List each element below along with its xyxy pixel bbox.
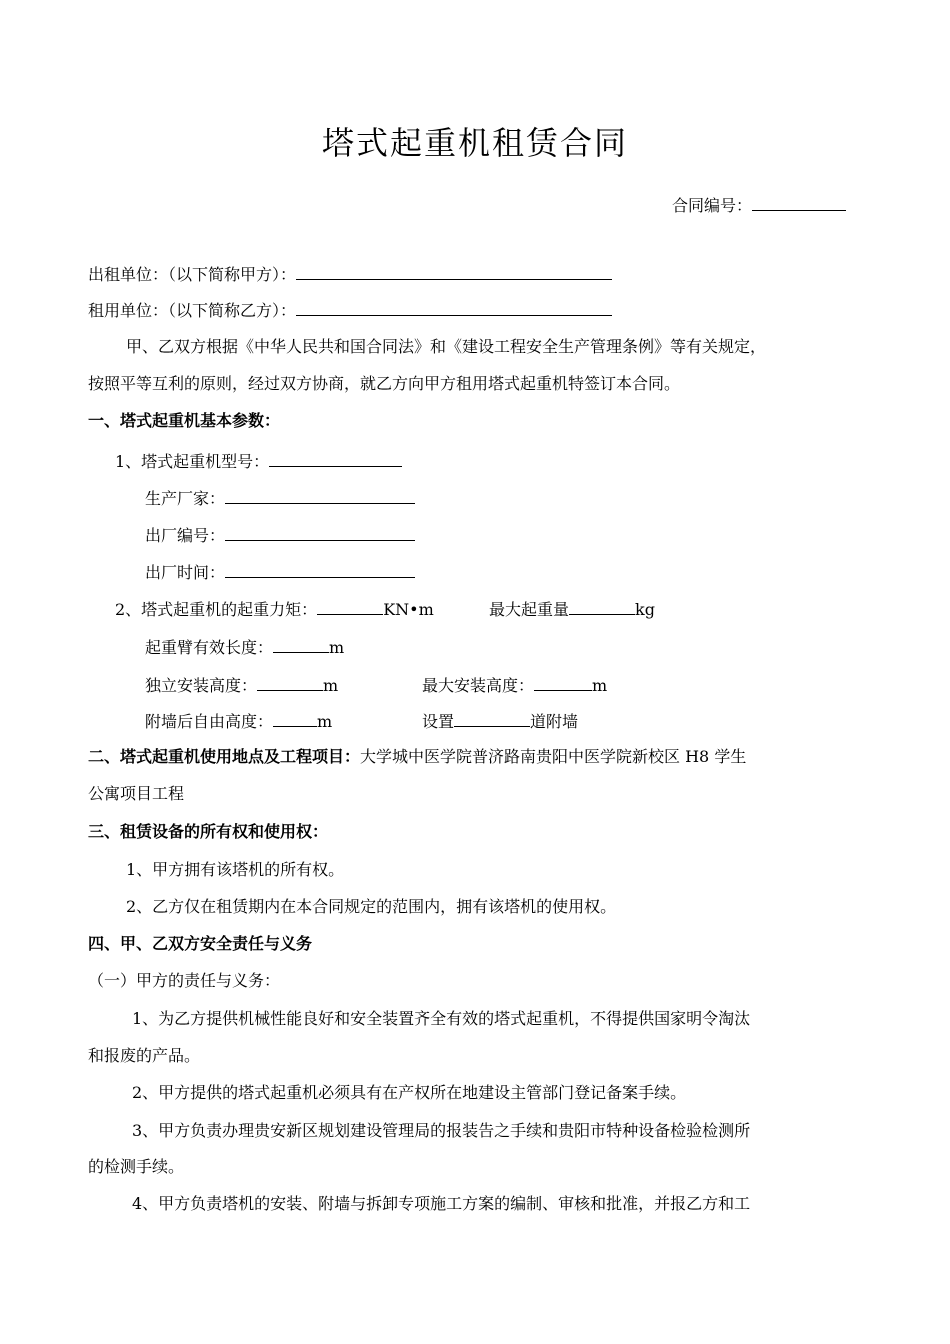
manufacture-date-field bbox=[145, 560, 415, 584]
serial-number-field bbox=[145, 523, 415, 547]
free-standing-height-unit: m bbox=[323, 676, 339, 695]
crane-model-blank bbox=[269, 449, 402, 467]
section-4-item-4-line-1: 4、甲方负责塔机的安装、附墙与拆卸专项施工方案的编制、审核和批准，并报乙方和工 bbox=[132, 1194, 751, 1213]
wall-ties-blank bbox=[454, 709, 530, 727]
section-3-heading: 三、租赁设备的所有权和使用权： bbox=[88, 822, 329, 841]
max-load-label: 最大起重量 bbox=[489, 600, 570, 619]
max-load-blank bbox=[569, 597, 635, 615]
section-4-item-1-line-1: 1、为乙方提供机械性能良好和安全装置齐全有效的塔式起重机，不得提供国家明令淘汰 bbox=[132, 1009, 751, 1028]
manufacture-date-blank bbox=[225, 560, 415, 578]
free-standing-height-label: 独立安装高度： bbox=[145, 676, 258, 695]
lessee-field bbox=[88, 298, 612, 322]
section-4-subheading-1: （一）甲方的责任与义务： bbox=[88, 971, 281, 990]
section-4-item-2: 2、甲方提供的塔式起重机必须具有在产权所在地建设主管部门登记备案手续。 bbox=[132, 1083, 687, 1102]
contract-number-blank bbox=[752, 193, 846, 211]
lessee-blank bbox=[296, 298, 612, 316]
section-4-item-3-line-2: 的检测手续。 bbox=[88, 1157, 185, 1176]
serial-number-label: 出厂编号： bbox=[145, 526, 226, 545]
lifting-moment-unit: KN•m bbox=[383, 600, 434, 619]
tied-free-height-field bbox=[145, 709, 332, 733]
lessor-field bbox=[88, 262, 612, 286]
section-3-item-1: 1、甲方拥有该塔机的所有权。 bbox=[126, 860, 345, 879]
wall-ties-field bbox=[422, 709, 578, 733]
wall-ties-label: 设置 bbox=[422, 712, 455, 731]
lifting-moment-label: 2、塔式起重机的起重力矩： bbox=[115, 600, 318, 619]
intro-line-2: 按照平等互利的原则，经过双方协商，就乙方向甲方租用塔式起重机特签订本合同。 bbox=[88, 374, 681, 393]
boom-length-blank bbox=[273, 635, 329, 653]
lessee-label: 租用单位：（以下简称乙方）： bbox=[88, 301, 297, 320]
max-install-height-field bbox=[422, 673, 607, 697]
lifting-moment-field bbox=[115, 597, 434, 621]
section-4-item-1-line-2: 和报废的产品。 bbox=[88, 1046, 201, 1065]
tied-free-height-unit: m bbox=[317, 712, 333, 731]
lessor-label: 出租单位：（以下简称甲方）： bbox=[88, 265, 297, 284]
boom-length-label: 起重臂有效长度： bbox=[145, 638, 274, 657]
free-standing-height-field bbox=[145, 673, 338, 697]
lifting-moment-blank bbox=[317, 597, 383, 615]
max-install-height-label: 最大安装高度： bbox=[422, 676, 535, 695]
tied-free-height-blank bbox=[273, 709, 317, 727]
intro-line-1: 甲、乙双方根据《中华人民共和国合同法》和《建设工程安全生产管理条例》等有关规定， bbox=[126, 337, 767, 356]
manufacturer-field bbox=[145, 486, 415, 510]
document-title: 塔式起重机租赁合同 bbox=[321, 124, 628, 162]
boom-length-field bbox=[145, 635, 344, 659]
crane-model-label: 1、塔式起重机型号： bbox=[115, 452, 270, 471]
section-4-heading: 四、甲、乙双方安全责任与义务 bbox=[88, 934, 313, 953]
section-1-heading: 一、塔式起重机基本参数： bbox=[88, 411, 281, 430]
crane-model-field bbox=[115, 449, 402, 473]
tied-free-height-label: 附墙后自由高度： bbox=[145, 712, 274, 731]
free-standing-height-blank bbox=[257, 673, 323, 691]
section-2-line-1 bbox=[88, 746, 746, 768]
boom-length-unit: m bbox=[329, 638, 345, 657]
max-load-field bbox=[489, 597, 655, 621]
section-2-heading: 二、塔式起重机使用地点及工程项目： bbox=[88, 747, 361, 766]
manufacturer-label: 生产厂家： bbox=[145, 489, 226, 508]
contract-number-label: 合同编号： bbox=[672, 196, 753, 215]
max-install-height-unit: m bbox=[592, 676, 608, 695]
serial-number-blank bbox=[225, 523, 415, 541]
section-3-item-2: 2、乙方仅在租赁期内在本合同规定的范围内，拥有该塔机的使用权。 bbox=[126, 897, 617, 916]
section-4-item-3-line-1: 3、甲方负责办理贵安新区规划建设管理局的报装告之手续和贵阳市特种设备检验检测所 bbox=[132, 1121, 751, 1140]
max-install-height-blank bbox=[534, 673, 592, 691]
manufacturer-blank bbox=[225, 486, 415, 504]
section-2-line-2: 公寓项目工程 bbox=[88, 784, 185, 803]
lessor-blank bbox=[296, 262, 612, 280]
contract-number-field bbox=[672, 193, 846, 217]
max-load-unit: kg bbox=[635, 600, 655, 619]
wall-ties-unit: 道附墙 bbox=[530, 712, 579, 731]
manufacture-date-label: 出厂时间： bbox=[145, 563, 226, 582]
section-2-location: 大学城中医学院普济路南贵阳中医学院新校区 H8 学生 bbox=[360, 747, 747, 766]
